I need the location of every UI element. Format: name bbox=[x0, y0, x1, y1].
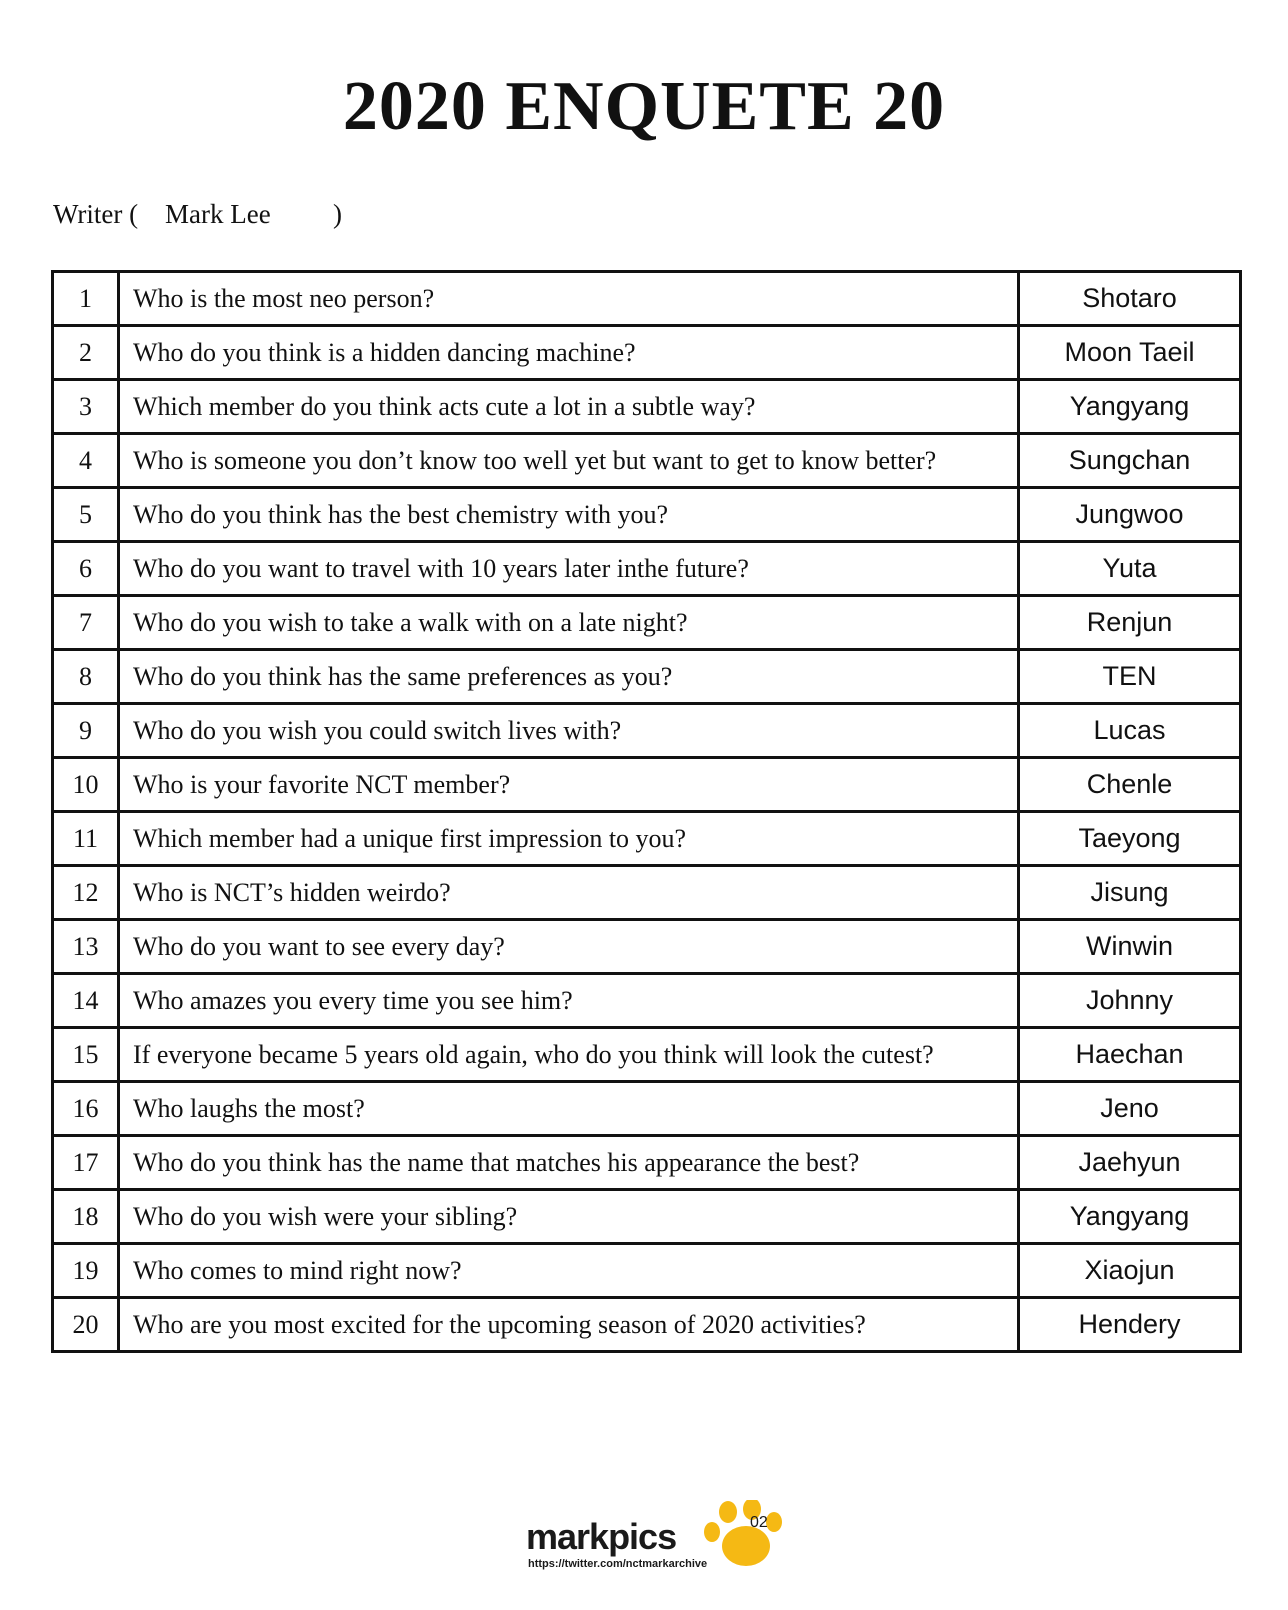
answer-text: Hendery bbox=[1019, 1298, 1241, 1352]
table-row bbox=[53, 974, 1241, 1028]
table-row bbox=[53, 866, 1241, 920]
table-row bbox=[53, 812, 1241, 866]
writer-line bbox=[53, 196, 342, 232]
paw-shapes bbox=[704, 1500, 782, 1566]
answer-text: Winwin bbox=[1019, 920, 1241, 974]
question-text: Who do you want to see every day? bbox=[119, 920, 1019, 974]
question-text: Who do you think has the best chemistry with you? bbox=[119, 488, 1019, 542]
survey-table bbox=[51, 270, 1242, 1353]
answer-text: Johnny bbox=[1019, 974, 1241, 1028]
table-row bbox=[53, 920, 1241, 974]
question-number: 8 bbox=[53, 650, 119, 704]
writer-close-paren: ) bbox=[333, 199, 342, 229]
watermark-url: https://twitter.com/nctmarkarchive bbox=[528, 1558, 708, 1570]
question-text: Who is the most neo person? bbox=[119, 272, 1019, 326]
question-number: 5 bbox=[53, 488, 119, 542]
answer-text: Jeno bbox=[1019, 1082, 1241, 1136]
question-number: 6 bbox=[53, 542, 119, 596]
question-number: 2 bbox=[53, 326, 119, 380]
answer-text: Chenle bbox=[1019, 758, 1241, 812]
question-number: 17 bbox=[53, 1136, 119, 1190]
answer-text: Moon Taeil bbox=[1019, 326, 1241, 380]
question-number: 20 bbox=[53, 1298, 119, 1352]
answer-text: Jaehyun bbox=[1019, 1136, 1241, 1190]
answer-text: Shotaro bbox=[1019, 272, 1241, 326]
answer-text: Sungchan bbox=[1019, 434, 1241, 488]
question-number: 15 bbox=[53, 1028, 119, 1082]
question-number: 7 bbox=[53, 596, 119, 650]
watermark-brand: markpics bbox=[526, 1516, 677, 1557]
answer-text: Lucas bbox=[1019, 704, 1241, 758]
question-number: 18 bbox=[53, 1190, 119, 1244]
question-number: 12 bbox=[53, 866, 119, 920]
question-number: 11 bbox=[53, 812, 119, 866]
question-text: Who do you wish you could switch lives with? bbox=[119, 704, 1019, 758]
answer-text: Taeyong bbox=[1019, 812, 1241, 866]
answer-text: Jungwoo bbox=[1019, 488, 1241, 542]
question-number: 9 bbox=[53, 704, 119, 758]
answer-text: Xiaojun bbox=[1019, 1244, 1241, 1298]
question-text: Who is NCT’s hidden weirdo? bbox=[119, 866, 1019, 920]
answer-text: Yangyang bbox=[1019, 380, 1241, 434]
table-row bbox=[53, 1244, 1241, 1298]
question-text: Who do you think has the name that matches his appearance the best? bbox=[119, 1136, 1019, 1190]
table-row bbox=[53, 272, 1241, 326]
question-number: 16 bbox=[53, 1082, 119, 1136]
answer-text: Renjun bbox=[1019, 596, 1241, 650]
table-row bbox=[53, 380, 1241, 434]
question-number: 3 bbox=[53, 380, 119, 434]
question-text: Who amazes you every time you see him? bbox=[119, 974, 1019, 1028]
writer-label: Writer ( bbox=[53, 199, 139, 229]
question-text: Who are you most excited for the upcoming season of 2020 activities? bbox=[119, 1298, 1019, 1352]
table-row bbox=[53, 1028, 1241, 1082]
answer-text: Haechan bbox=[1019, 1028, 1241, 1082]
question-text: Who do you think has the same preferences as you? bbox=[119, 650, 1019, 704]
question-text: Which member had a unique first impression to you? bbox=[119, 812, 1019, 866]
question-number: 10 bbox=[53, 758, 119, 812]
table-row bbox=[53, 704, 1241, 758]
table-row bbox=[53, 326, 1241, 380]
question-number: 13 bbox=[53, 920, 119, 974]
question-number: 4 bbox=[53, 434, 119, 488]
table-row bbox=[53, 650, 1241, 704]
writer-name: Mark Lee bbox=[165, 199, 271, 229]
document-title: 2020 ENQUETE 20 bbox=[342, 68, 946, 145]
question-text: Who is your favorite NCT member? bbox=[119, 758, 1019, 812]
question-number: 19 bbox=[53, 1244, 119, 1298]
table-row bbox=[53, 542, 1241, 596]
table-row bbox=[53, 758, 1241, 812]
question-text: Which member do you think acts cute a lot in a subtle way? bbox=[119, 380, 1019, 434]
paw-print-icon bbox=[696, 1500, 806, 1580]
answer-text: TEN bbox=[1019, 650, 1241, 704]
watermark-logo bbox=[526, 1500, 806, 1580]
table-row bbox=[53, 488, 1241, 542]
question-text: Who do you wish were your sibling? bbox=[119, 1190, 1019, 1244]
table-row bbox=[53, 434, 1241, 488]
question-number: 14 bbox=[53, 974, 119, 1028]
answer-text: Yuta bbox=[1019, 542, 1241, 596]
question-text: Who comes to mind right now? bbox=[119, 1244, 1019, 1298]
table-row bbox=[53, 1298, 1241, 1352]
watermark-brand-superscript: 02 bbox=[750, 1514, 768, 1531]
answer-text: Jisung bbox=[1019, 866, 1241, 920]
question-number: 1 bbox=[53, 272, 119, 326]
survey-table-body bbox=[53, 272, 1241, 1352]
table-row bbox=[53, 1136, 1241, 1190]
table-row bbox=[53, 1190, 1241, 1244]
question-text: Who is someone you don’t know too well yet but want to get to know better? bbox=[119, 434, 1019, 488]
table-row bbox=[53, 596, 1241, 650]
answer-text: Yangyang bbox=[1019, 1190, 1241, 1244]
question-text: Who do you wish to take a walk with on a late night? bbox=[119, 596, 1019, 650]
question-text: Who laughs the most? bbox=[119, 1082, 1019, 1136]
table-row bbox=[53, 1082, 1241, 1136]
question-text: Who do you think is a hidden dancing machine? bbox=[119, 326, 1019, 380]
question-text: If everyone became 5 years old again, who do you think will look the cutest? bbox=[119, 1028, 1019, 1082]
question-text: Who do you want to travel with 10 years later inthe future? bbox=[119, 542, 1019, 596]
